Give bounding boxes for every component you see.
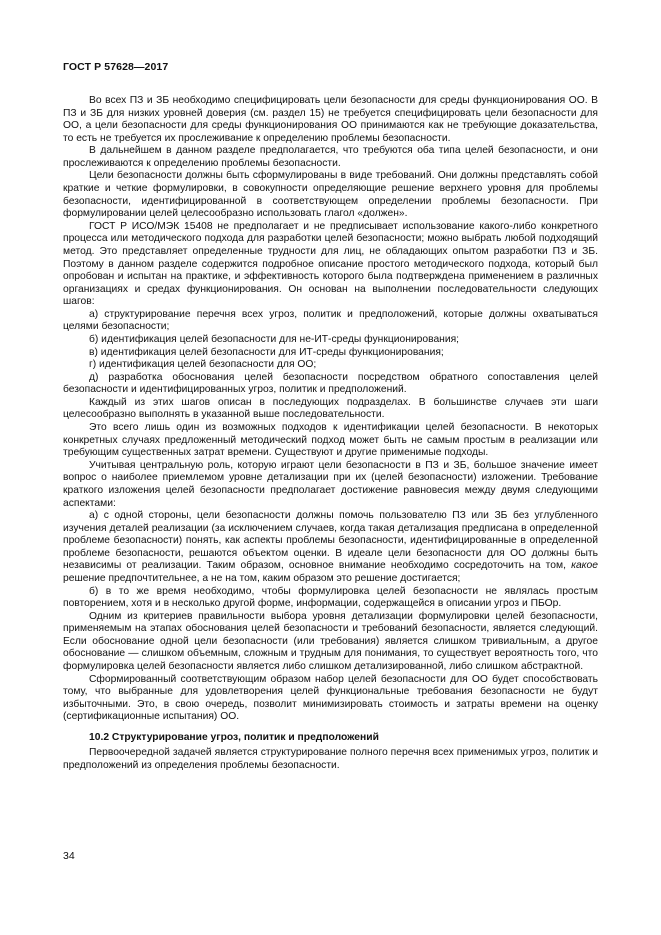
list-item [63,510,598,585]
paragraph: Первоочередной задачей является структурирование полного перечня всех применимых угроз, политик и предположений из определения проблемы безопасности. [63,747,598,772]
paragraph: ГОСТ Р ИСО/МЭК 15408 не предполагает и не предписывает использование какого-либо конкретного процесса или методического подхода для разработки целей безопасности; можно выбрать любой подходящий метод. Это представляет определенные трудности для лиц, не обладающих опытом разработки ПЗ и ЗБ. Поэтому в данном разделе содержится подробное описание простого методического подхода, который был опробован и испытан на практике, и эффективность которого была подтверждена применением в различных организациях и средах функционирования. Он основан на выполнении последовательности следующих шагов: [63,220,598,308]
paragraph: Во всех ПЗ и ЗБ необходимо специфицировать цели безопасности для среды функционирования ОО. В ПЗ и ЗБ для низких уровней доверия (см. раздел 15) не требуется специфицировать цели безопасности для ОО, а цели безопасности для среды функционирования ОО принимаются как не требующие доказательства, то есть не требуется их прослеживание к определению проблемы безопасности. [63,95,598,144]
emphasis-word: какое [571,560,598,572]
document-body [63,95,598,773]
paragraph: Это всего лишь один из возможных подходов к идентификации целей безопасности. В некоторых конкретных случаях предложенный методический подход может быть не самым простым в реализации или требующим существенных затрат времени. Существуют и другие применимые подходы. [63,422,598,459]
paragraph: Цели безопасности должны быть сформулированы в виде требований. Они должны представлять собой краткие и четкие формулировки, в совокупности определяющие решение верхнего уровня для проблемы безопасности, идентифицированной в соответствующем определении проблемы безопасности. При формулировании целей целесообразно использовать глагол «должен». [63,170,598,220]
list-item: д) разработка обоснования целей безопасности посредством обратного сопоставления целей безопасности и идентифицированных угроз, политик и предположений. [63,371,598,396]
page-number: 34 [63,850,75,862]
paragraph: Учитывая центральную роль, которую играют цели безопасности в ПЗ и ЗБ, большое значение имеет вопрос о наиболее приемлемом уровне детализации при их (целей безопасности) изложении. Требование краткого изложения целей безопасности предполагает достижение равновесия между двумя следующими аспектами: [63,459,598,509]
paragraph: Сформированный соответствующим образом набор целей безопасности для ОО будет способствовать тому, что выбранные для удовлетворения целей функциональные требования безопасности не будут избыточными. Это, в свою очередь, позволит минимизировать стоимость и затраты времени на оценку (сертификационные испытания) ОО. [63,673,598,723]
document-header: ГОСТ Р 57628—2017 [63,61,169,73]
paragraph: Каждый из этих шагов описан в последующих подразделах. В большинстве случаев эти шаги целесообразно выполнять в указанной выше последовательности. [63,396,598,421]
list-item-tail: решение предпочтительнее, а не на том, каким образом это решение достигается; [63,572,461,584]
list-item: б) в то же время необходимо, чтобы формулировка целей безопасности не являлась простым повторением, хотя и в несколько другой форме, информации, содержащейся в описании угроз и ПБОр. [63,585,598,610]
list-item: в) идентификация целей безопасности для ИТ-среды функционирования; [89,346,444,358]
list-item: а) структурирование перечня всех угроз, политик и предположений, которые должны охватываться целями безопасности; [63,308,598,333]
paragraph: В дальнейшем в данном разделе предполагается, что требуются оба типа целей безопасности, и они прослеживаются к определению проблемы безопасности. [63,145,598,169]
list-item-text: а) с одной стороны, цели безопасности должны помочь пользователю ПЗ или ЗБ без углубленного изучения деталей реализации (за исключением случаев, когда такая детализация предписана в определенной проблеме безопасности) понять, как аспекты проблемы безопасности, идентифицированные в определенной проблеме безопасности, решаются объектом оценки. В идеале цели безопасности для ОО должны быть независимы от реализации. Таким образом, основное внимание необходимо сосредоточить на том, [63,510,598,572]
paragraph: Одним из критериев правильности выбора уровня детализации формулировки целей безопасности, применяемым на этапах обоснования целей безопасности и требований безопасности, является следующий. Если обоснование одной цели безопасности (или требования) является слишком тривиальным, а другое обоснование — слишком объемным, сложным и трудным для понимания, то существует вероятность того, что формулировка целей безопасности является либо слишком детализированной, либо слишком абстрактной. [63,610,598,673]
section-heading: 10.2 Структурирование угроз, политик и предположений [89,731,379,743]
list-item: г) идентификация целей безопасности для ОО; [89,359,317,371]
list-item: б) идентификация целей безопасности для не-ИТ-среды функционирования; [89,333,460,345]
